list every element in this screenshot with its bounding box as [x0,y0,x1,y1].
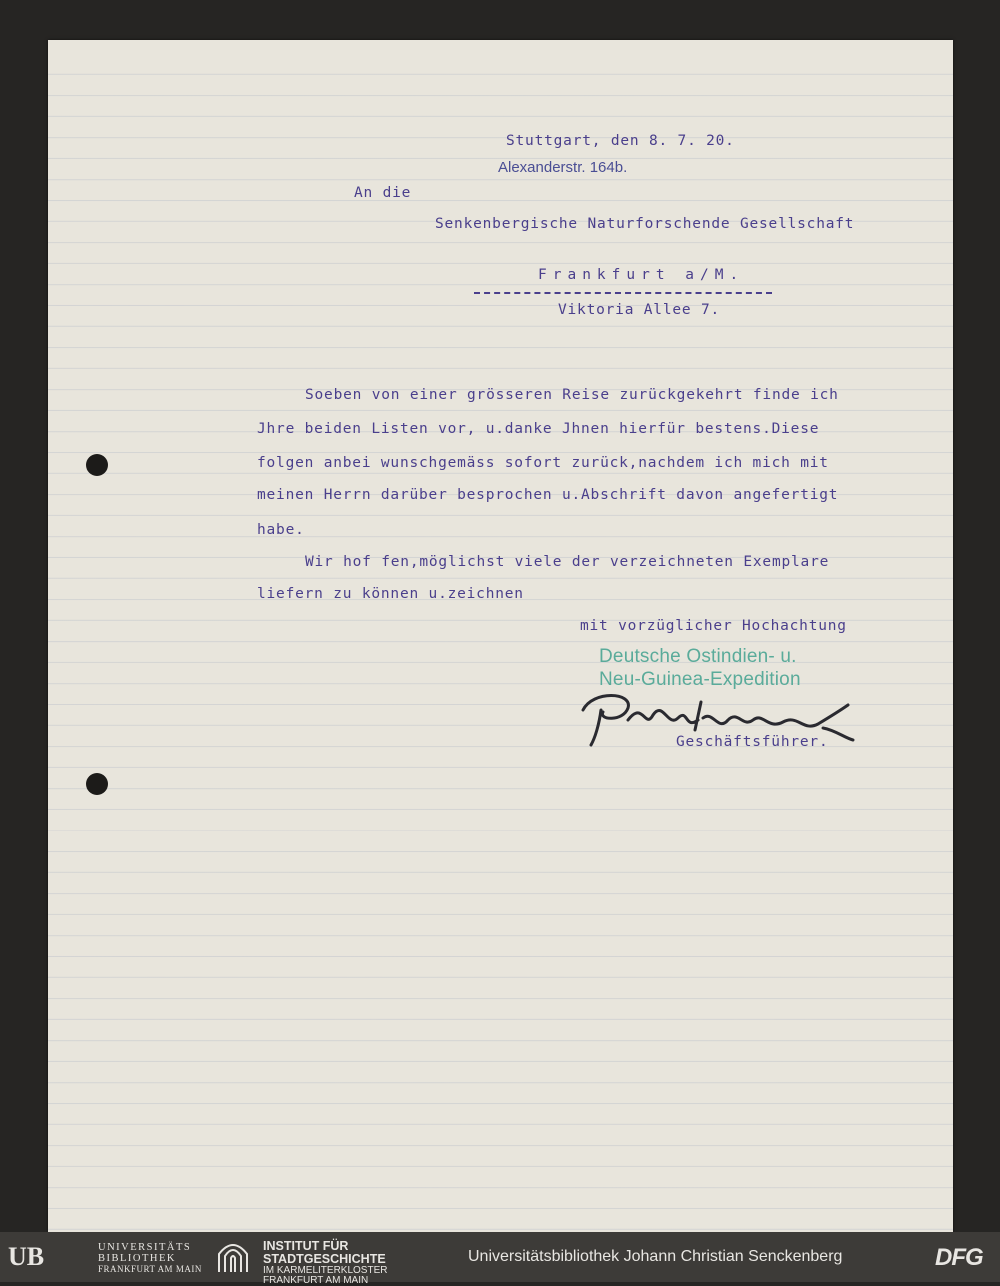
org-stamp-line-1: Deutsche Ostindien- u. [599,646,797,667]
body-line-6: Wir hof fen,möglichst viele der verzeichneten Exemplare [305,554,830,570]
letter-paper [48,40,953,1232]
recipient-street: Viktoria Allee 7. [558,302,721,318]
org-stamp-line-2: Neu-Guinea-Expedition [599,669,801,690]
ub-logo-text: UNIVERSITÄTS BIBLIOTHEK FRANKFURT AM MAIN [98,1242,202,1274]
isg-logo-icon [216,1240,250,1274]
isg-logo-text: INSTITUT FÜR STADTGESCHICHTE IM KARMELITERKLOSTER FRANKFURT AM MAIN [263,1239,388,1286]
body-line-5: habe. [257,522,305,538]
date-line: Stuttgart, den 8. 7. 20. [506,133,735,149]
address-stamp: Alexanderstr. 164b. [498,159,628,176]
body-line-4: meinen Herrn darüber besprochen u.Abschrift davon angefertigt [257,487,839,503]
footer-bar [0,1232,1000,1286]
closing: mit vorzüglicher Hochachtung [580,618,847,634]
signer-title: Geschäftsführer. [676,734,829,750]
punch-hole-bottom [86,773,108,795]
salutation: An die [354,185,412,201]
ub-logo: UB [8,1242,45,1271]
footer-institution-name: Universitätsbibliothek Johann Christian Senckenberg [468,1248,843,1265]
punch-hole-top [86,454,108,476]
city-underline [474,292,772,294]
dfg-logo: DFG [935,1244,983,1271]
recipient-city: Frankfurt a/M. [538,267,745,283]
body-line-1: Soeben von einer grösseren Reise zurückgekehrt finde ich [305,387,839,403]
body-line-2: Jhre beiden Listen vor, u.danke Jhnen hierfür bestens.Diese [257,421,820,437]
body-line-3: folgen anbei wunschgemäss sofort zurück,nachdem ich mich mit [257,455,829,471]
body-line-7: liefern zu können u.zeichnen [257,586,524,602]
recipient-name: Senkenbergische Naturforschende Gesellschaft [435,216,855,232]
